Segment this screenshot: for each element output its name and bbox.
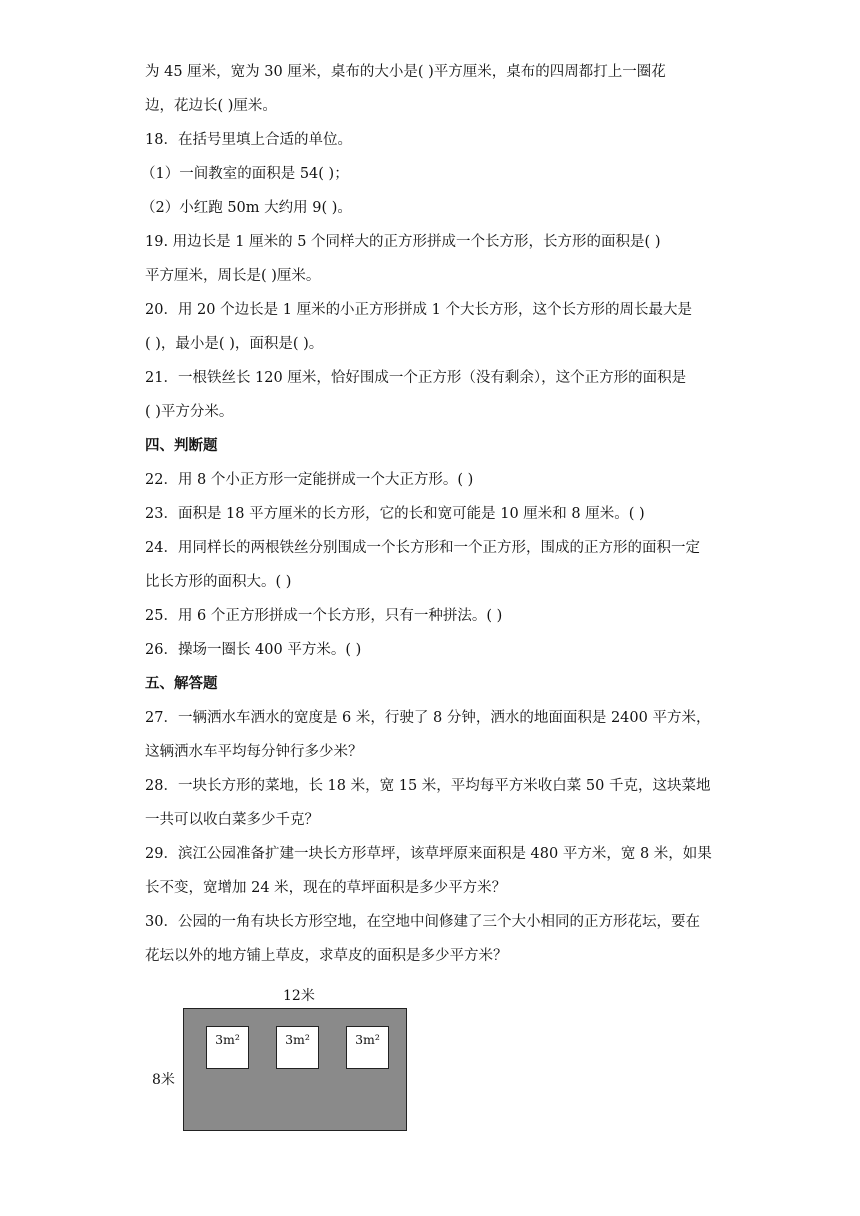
garden-figure — [150, 985, 420, 1135]
text-line: 比长方形的面积大。( ) — [145, 574, 292, 590]
text-line: 23．面积是 18 平方厘米的长方形，它的长和宽可能是 10 厘米和 8 厘米。( ) — [145, 506, 645, 522]
text-line: （2）小红跑 50m 大约用 9( )。 — [141, 200, 352, 216]
flower-bed-square: 3m² — [276, 1026, 319, 1069]
flower-bed-square: 3m² — [346, 1026, 389, 1069]
text-line: ( )，最小是( )，面积是( )。 — [145, 336, 324, 352]
lawn-rectangle — [183, 1008, 407, 1131]
text-line: 这辆洒水车平均每分钟行多少米？ — [145, 744, 363, 760]
figure-width-label: 8米 — [152, 1072, 175, 1088]
text-line: 25．用 6 个正方形拼成一个长方形，只有一种拼法。( ) — [145, 608, 503, 624]
text-line: 为 45 厘米，宽为 30 厘米，桌布的大小是( )平方厘米，桌布的四周都打上一圈花 — [145, 64, 666, 80]
text-line: 21．一根铁丝长 120 厘米，恰好围成一个正方形（没有剩余），这个正方形的面积是 — [145, 370, 687, 386]
text-line: 平方厘米，周长是( )厘米。 — [145, 268, 321, 284]
text-line: 长不变，宽增加 24 米，现在的草坪面积是多少平方米？ — [145, 880, 507, 896]
section-heading: 五、解答题 — [145, 675, 218, 692]
text-line: 18．在括号里填上合适的单位。 — [145, 132, 352, 148]
text-line: 28．一块长方形的菜地，长 18 米，宽 15 米，平均每平方米收白菜 50 千克，这块菜地 — [145, 778, 711, 794]
text-line: 边，花边长( )厘米。 — [145, 98, 277, 114]
text-line: 一共可以收白菜多少千克？ — [145, 812, 319, 828]
text-line: 花坛以外的地方铺上草皮，求草皮的面积是多少平方米？ — [145, 948, 508, 964]
text-line: （1）一间教室的面积是 54( )； — [141, 166, 349, 182]
text-line: ( )平方分米。 — [145, 404, 234, 420]
text-line: 29．滨江公园准备扩建一块长方形草坪，该草坪原来面积是 480 平方米，宽 8 米，如果 — [145, 846, 712, 862]
text-line: 24．用同样长的两根铁丝分别围成一个长方形和一个正方形，围成的正方形的面积一定 — [145, 540, 700, 556]
section-heading: 四、判断题 — [145, 437, 218, 454]
text-line: 19. 用边长是 1 厘米的 5 个同样大的正方形拼成一个长方形，长方形的面积是( ) — [145, 234, 661, 250]
text-line: 26．操场一圈长 400 平方米。( ) — [145, 642, 362, 658]
text-line: 20．用 20 个边长是 1 厘米的小正方形拼成 1 个大长方形，这个长方形的周长最大是 — [145, 302, 693, 318]
text-line: 27．一辆洒水车洒水的宽度是 6 米，行驶了 8 分钟，洒水的地面面积是 2400 平方米， — [145, 710, 711, 726]
text-line: 30．公园的一角有块长方形空地，在空地中间修建了三个大小相同的正方形花坛，要在 — [145, 914, 700, 930]
text-line: 22．用 8 个小正方形一定能拼成一个大正方形。( ) — [145, 472, 474, 488]
flower-bed-square: 3m² — [206, 1026, 249, 1069]
figure-length-label: 12米 — [283, 988, 315, 1004]
